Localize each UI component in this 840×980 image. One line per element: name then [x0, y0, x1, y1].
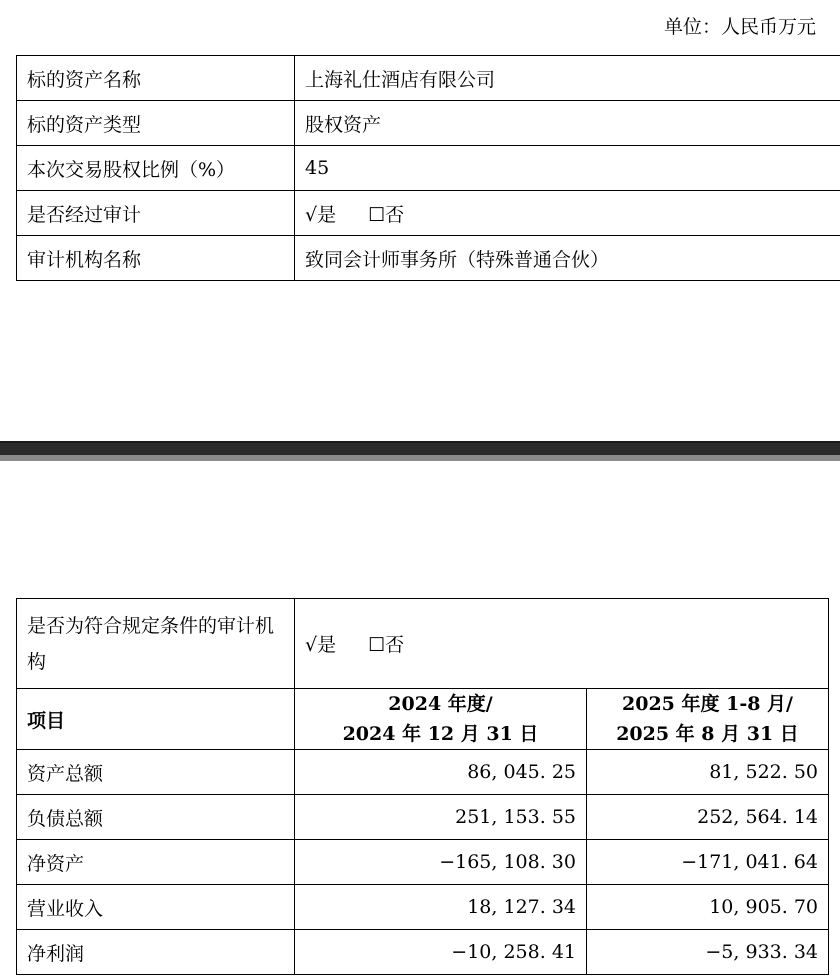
- value-2024: 18, 127. 34: [295, 885, 587, 930]
- row-label: 营业收入: [17, 885, 295, 930]
- page-break-divider: [0, 441, 840, 461]
- table-row: [17, 146, 840, 191]
- value-2025: −171, 041. 64: [587, 840, 829, 885]
- row-value: 股权资产: [295, 101, 840, 146]
- qualified-no-option: ☐否: [368, 634, 405, 656]
- header-2024: [295, 689, 587, 750]
- table-row: [17, 795, 829, 840]
- qualified-auditor-label: 是否为符合规定条件的审计机构: [17, 599, 295, 689]
- audited-checkbox-group: [295, 191, 840, 236]
- header-item: 项目: [17, 689, 295, 750]
- header-2024-line1: 2024 年度/: [388, 693, 493, 715]
- row-label: 审计机构名称: [17, 236, 295, 281]
- value-2025: 81, 522. 50: [587, 750, 829, 795]
- value-2024: 86, 045. 25: [295, 750, 587, 795]
- row-label: 资产总额: [17, 750, 295, 795]
- target-asset-table: [16, 55, 840, 281]
- table-row: [17, 101, 840, 146]
- value-2025: −5, 933. 34: [587, 930, 829, 975]
- table-row: [17, 56, 840, 101]
- table-row: [17, 930, 829, 975]
- table-header-row: [17, 689, 829, 750]
- value-2025: 10, 905. 70: [587, 885, 829, 930]
- table-row: [17, 599, 829, 689]
- unit-label: 单位：人民币万元: [663, 16, 816, 38]
- row-value: 上海礼仕酒店有限公司: [295, 56, 840, 101]
- table-row: [17, 236, 840, 281]
- table-row: [17, 750, 829, 795]
- row-value: 致同会计师事务所（特殊普通合伙）: [295, 236, 840, 281]
- row-label: 负债总额: [17, 795, 295, 840]
- row-label: 净资产: [17, 840, 295, 885]
- header-2024-line2: 2024 年 12 月 31 日: [342, 723, 539, 745]
- table-row: [17, 840, 829, 885]
- row-value: 45: [295, 146, 840, 191]
- value-2025: 252, 564. 14: [587, 795, 829, 840]
- value-2024: −165, 108. 30: [295, 840, 587, 885]
- audited-no-option: ☐否: [368, 203, 405, 226]
- row-label: 是否经过审计: [17, 191, 295, 236]
- table-row: [17, 191, 840, 236]
- audited-yes-option: √是: [305, 203, 337, 226]
- qualified-yes-option: √是: [305, 634, 337, 656]
- row-label: 净利润: [17, 930, 295, 975]
- value-2024: 251, 153. 55: [295, 795, 587, 840]
- qualified-auditor-checkbox-group: [295, 599, 829, 689]
- row-label: 本次交易股权比例（%）: [17, 146, 295, 191]
- header-2025-line2: 2025 年 8 月 31 日: [616, 723, 799, 745]
- header-2025-line1: 2025 年度 1-8 月/: [622, 693, 793, 715]
- financial-data-table: [16, 598, 829, 975]
- row-label: 标的资产名称: [17, 56, 295, 101]
- row-label: 标的资产类型: [17, 101, 295, 146]
- table-row: [17, 885, 829, 930]
- header-2025: [587, 689, 829, 750]
- value-2024: −10, 258. 41: [295, 930, 587, 975]
